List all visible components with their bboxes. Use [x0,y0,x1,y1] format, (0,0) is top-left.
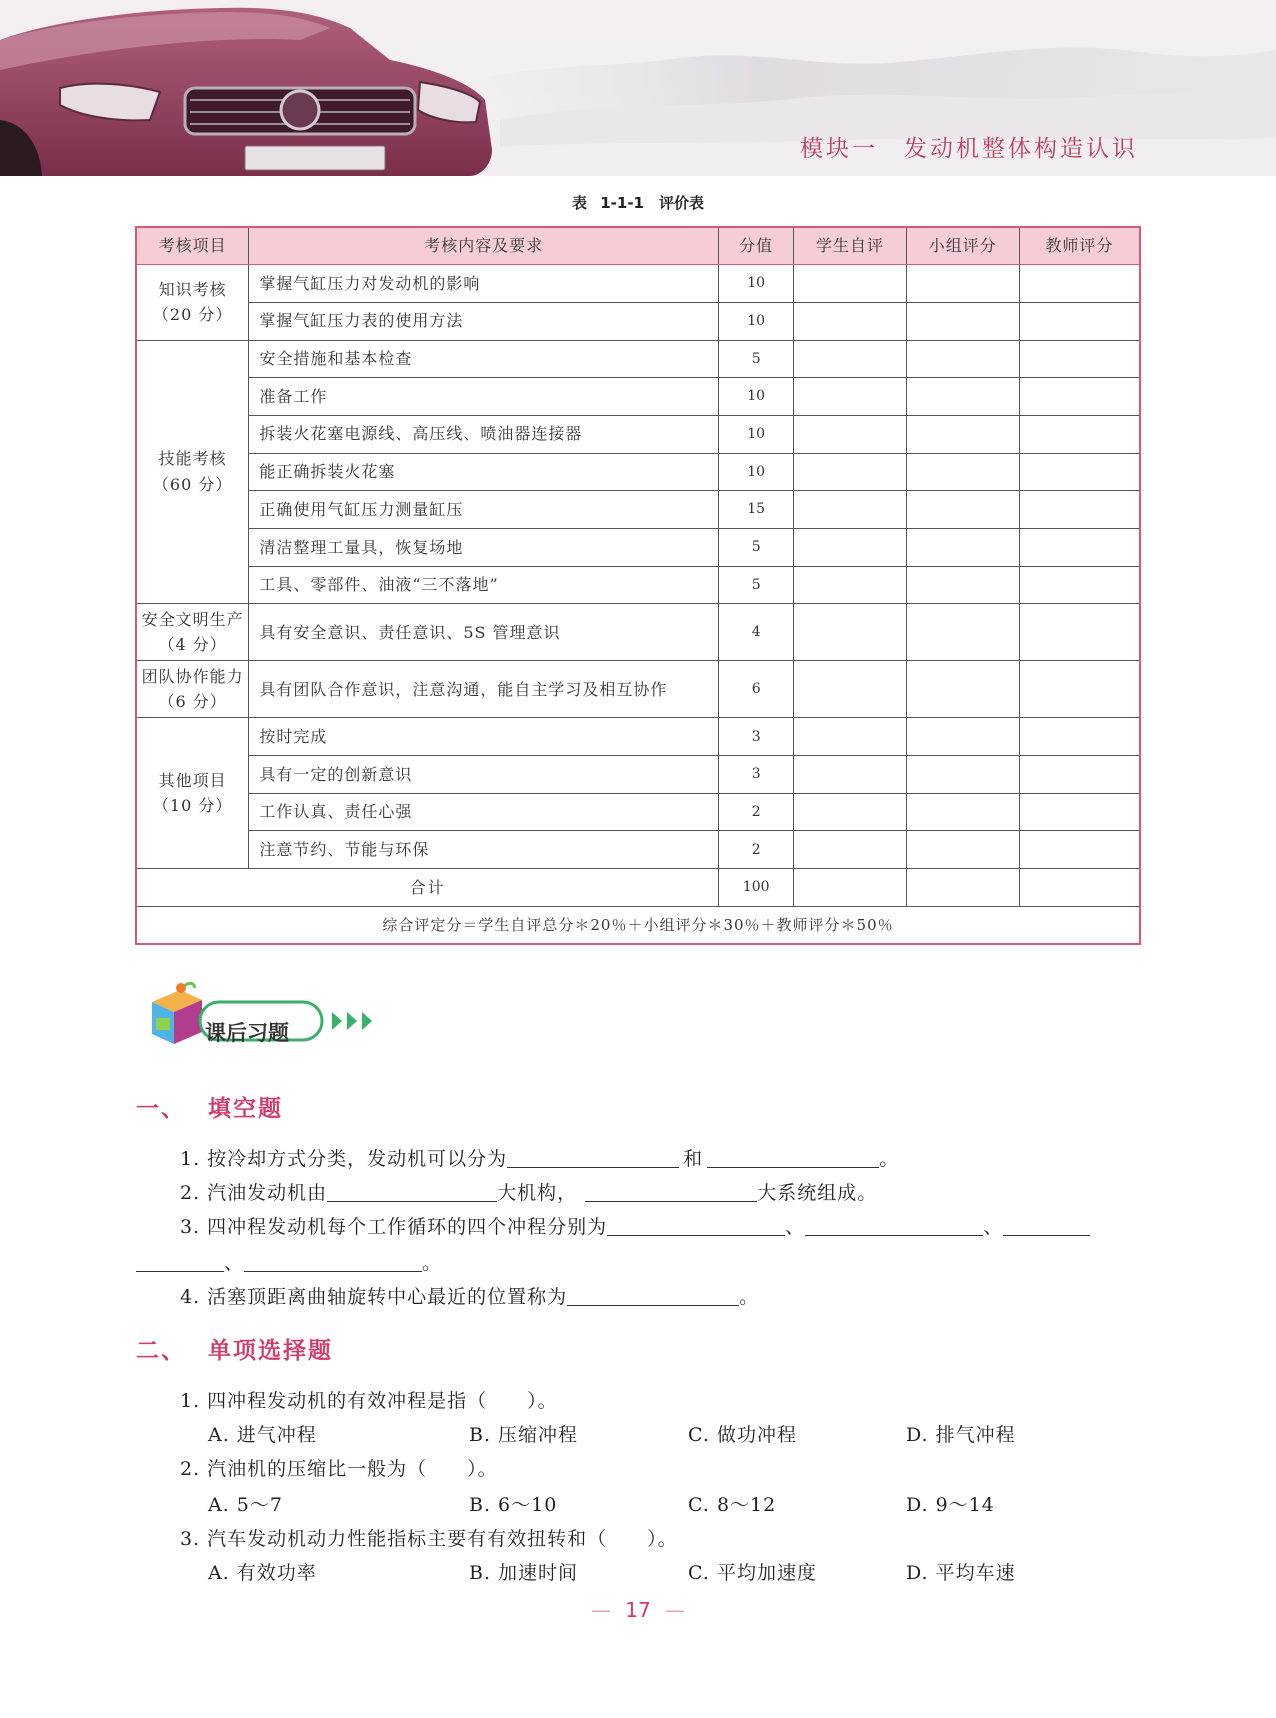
header-score: 分值 [719,227,794,265]
teacher-eval-cell[interactable] [1019,604,1140,661]
question-text: 和 [683,1148,704,1170]
row-content: 正确使用气缸压力测量缸压 [249,491,719,529]
header-banner [0,0,1276,176]
group-eval-cell[interactable] [906,415,1019,453]
group-eval-cell[interactable] [906,661,1019,718]
evaluation-table [135,226,1141,945]
choice-question-1-stem: 1. 四冲程发动机的有效冲程是指（ ）。 [180,1390,558,1412]
choice-option[interactable]: C. 8～12 [688,1494,777,1516]
row-content: 工作认真、责任心强 [249,793,719,831]
self-eval-cell[interactable] [794,340,907,378]
choice-option[interactable]: C. 做功冲程 [688,1424,797,1446]
self-eval-cell[interactable] [794,566,907,604]
teacher-eval-cell[interactable] [1019,453,1140,491]
table-row [136,831,1140,869]
question-text: 2. 汽油发动机由 [180,1182,328,1204]
answer-blank[interactable] [327,1182,497,1202]
teacher-eval-cell[interactable] [1019,378,1140,416]
choice-option[interactable]: A. 有效功率 [208,1562,317,1584]
group-eval-cell[interactable] [906,756,1019,794]
row-content: 准备工作 [249,378,719,416]
self-eval-cell[interactable] [794,718,907,756]
choice-option[interactable]: B. 6～10 [469,1494,558,1516]
answer-blank[interactable] [585,1182,757,1202]
choice-question-2-stem: 2. 汽油机的压缩比一般为（ ）。 [180,1458,498,1480]
teacher-eval-cell[interactable] [1019,566,1140,604]
row-content: 清洁整理工量具，恢复场地 [249,529,719,567]
teacher-eval-cell[interactable] [1019,529,1140,567]
self-eval-cell[interactable] [794,302,907,340]
section-heading-single-choice [136,1332,333,1365]
exercises-badge-label: 课后习题 [205,1021,289,1045]
row-content: 掌握气缸压力表的使用方法 [249,302,719,340]
table-header-row [136,227,1140,265]
row-score: 2 [719,831,794,869]
row-content: 具有一定的创新意识 [249,756,719,794]
self-eval-cell[interactable] [794,756,907,794]
module-title: 模块一 发动机整体构造认识 [800,136,1138,162]
question-text: 、 [224,1252,245,1274]
teacher-eval-cell[interactable] [1019,415,1140,453]
table-row [136,566,1140,604]
row-score: 5 [719,566,794,604]
group-eval-cell[interactable] [906,566,1019,604]
answer-blank[interactable] [567,1286,739,1306]
teacher-eval-cell[interactable] [1019,302,1140,340]
section-title: 填空题 [208,1096,283,1122]
fill-question-4 [180,1282,759,1309]
self-eval-total-cell[interactable] [794,869,907,907]
table-row [136,302,1140,340]
row-score: 5 [719,529,794,567]
category-knowledge: 知识考核（20 分） [136,265,249,340]
question-text: 大系统组成。 [757,1182,878,1204]
section-title: 单项选择题 [208,1338,333,1364]
row-score: 2 [719,793,794,831]
row-content: 能正确拆装火花塞 [249,453,719,491]
row-score: 6 [719,661,794,718]
group-eval-cell[interactable] [906,793,1019,831]
choice-option[interactable]: B. 加速时间 [469,1562,579,1584]
group-eval-cell[interactable] [906,340,1019,378]
page-number [0,1598,1276,1622]
question-text: 、 [983,1216,1004,1238]
row-content: 按时完成 [249,718,719,756]
table-row [136,756,1140,794]
answer-blank[interactable] [244,1252,422,1272]
row-content: 具有团队合作意识，注意沟通，能自主学习及相互协作 [249,661,719,718]
teacher-eval-cell[interactable] [1019,661,1140,718]
row-score: 10 [719,415,794,453]
row-score: 15 [719,491,794,529]
answer-blank[interactable] [507,1148,679,1168]
category-safety: 安全文明生产（4 分） [136,604,249,661]
choice-question-3-stem: 3. 汽车发动机动力性能指标主要有有效扭转和（ ）。 [180,1528,678,1550]
row-score: 10 [719,453,794,491]
row-content: 掌握气缸压力对发动机的影响 [249,265,719,303]
category-team: 团队协作能力（6 分） [136,661,249,718]
self-eval-cell[interactable] [794,453,907,491]
question-text: 、 [785,1216,806,1238]
self-eval-cell[interactable] [794,529,907,567]
total-score: 100 [719,869,794,907]
answer-blank[interactable] [1003,1216,1090,1236]
question-text: 。 [739,1286,760,1308]
table-row [136,661,1140,718]
row-score: 4 [719,604,794,661]
group-eval-cell[interactable] [906,302,1019,340]
choice-option[interactable]: C. 平均加速度 [688,1562,817,1584]
section-number: 一、 [136,1096,186,1122]
table-row [136,378,1140,416]
teacher-eval-cell[interactable] [1019,756,1140,794]
question-text: 大机构， [497,1182,578,1204]
self-eval-cell[interactable] [794,265,907,303]
fill-question-3 [180,1212,1090,1239]
self-eval-cell[interactable] [794,793,907,831]
teacher-eval-cell[interactable] [1019,491,1140,529]
row-content: 安全措施和基本检查 [249,340,719,378]
fill-question-3-continued [136,1248,442,1275]
total-label: 合计 [136,869,719,907]
row-score: 3 [719,756,794,794]
choice-option[interactable]: A. 5～7 [208,1494,283,1516]
row-score: 5 [719,340,794,378]
choice-option[interactable]: D. 平均车速 [906,1562,1016,1584]
question-text: 4. 活塞顶距离曲轴旋转中心最近的位置称为 [180,1286,568,1308]
teacher-eval-total-cell[interactable] [1019,869,1140,907]
self-eval-cell[interactable] [794,831,907,869]
question-text: 。 [879,1148,900,1170]
table-row [136,529,1140,567]
table-row [136,793,1140,831]
category-other: 其他项目（10 分） [136,718,249,869]
row-content: 拆装火花塞电源线、高压线、喷油器连接器 [249,415,719,453]
formula-row [136,906,1140,944]
question-text: 。 [422,1252,443,1274]
formula-text: 综合评定分＝学生自评总分＊20％＋小组评分＊30％＋教师评分＊50％ [136,906,1140,944]
choice-option[interactable]: D. 9～14 [906,1494,995,1516]
self-eval-cell[interactable] [794,378,907,416]
header-category: 考核项目 [136,227,249,265]
teacher-eval-cell[interactable] [1019,793,1140,831]
row-content: 具有安全意识、责任意识、5S 管理意识 [249,604,719,661]
section-number: 二、 [136,1338,186,1364]
table-caption: 表 1-1-1 评价表 [572,194,704,212]
table-row [136,453,1140,491]
fill-question-1 [180,1144,899,1171]
header-content: 考核内容及要求 [249,227,719,265]
self-eval-cell[interactable] [794,415,907,453]
group-eval-cell[interactable] [906,453,1019,491]
header-self-eval: 学生自评 [794,227,907,265]
choice-option[interactable]: B. 压缩冲程 [469,1424,579,1446]
teacher-eval-cell[interactable] [1019,265,1140,303]
group-eval-cell[interactable] [906,265,1019,303]
total-row [136,869,1140,907]
table-row [136,718,1140,756]
group-eval-cell[interactable] [906,718,1019,756]
teacher-eval-cell[interactable] [1019,718,1140,756]
table-row [136,604,1140,661]
page-number-value: 17 [625,1598,651,1622]
row-content: 注意节约、节能与环保 [249,831,719,869]
self-eval-cell[interactable] [794,491,907,529]
group-eval-cell[interactable] [906,378,1019,416]
row-score: 10 [719,265,794,303]
self-eval-cell[interactable] [794,604,907,661]
choice-option[interactable]: A. 进气冲程 [208,1424,317,1446]
header-teacher-eval: 教师评分 [1019,227,1140,265]
table-row [136,340,1140,378]
answer-blank[interactable] [805,1216,983,1236]
header-group-eval: 小组评分 [906,227,1019,265]
row-score: 3 [719,718,794,756]
group-eval-cell[interactable] [906,529,1019,567]
page-number-dash: — [591,1598,612,1622]
question-text: 1. 按冷却方式分类，发动机可以分为 [180,1148,508,1170]
row-score: 10 [719,302,794,340]
group-eval-cell[interactable] [906,831,1019,869]
row-score: 10 [719,378,794,416]
group-eval-total-cell[interactable] [906,869,1019,907]
section-heading-fill-blank [136,1090,283,1123]
teacher-eval-cell[interactable] [1019,831,1140,869]
answer-blank[interactable] [136,1252,224,1272]
table-row [136,491,1140,529]
self-eval-cell[interactable] [794,661,907,718]
category-skill: 技能考核（60 分） [136,340,249,604]
table-row [136,265,1140,303]
question-text: 3. 四冲程发动机每个工作循环的四个冲程分别为 [180,1216,608,1238]
answer-blank[interactable] [707,1148,879,1168]
table-row [136,415,1140,453]
group-eval-cell[interactable] [906,491,1019,529]
group-eval-cell[interactable] [906,604,1019,661]
row-content: 工具、零部件、油液“三不落地” [249,566,719,604]
fill-question-2 [180,1178,877,1205]
choice-option[interactable]: D. 排气冲程 [906,1424,1016,1446]
answer-blank[interactable] [607,1216,785,1236]
teacher-eval-cell[interactable] [1019,340,1140,378]
page-number-dash: — [664,1598,685,1622]
